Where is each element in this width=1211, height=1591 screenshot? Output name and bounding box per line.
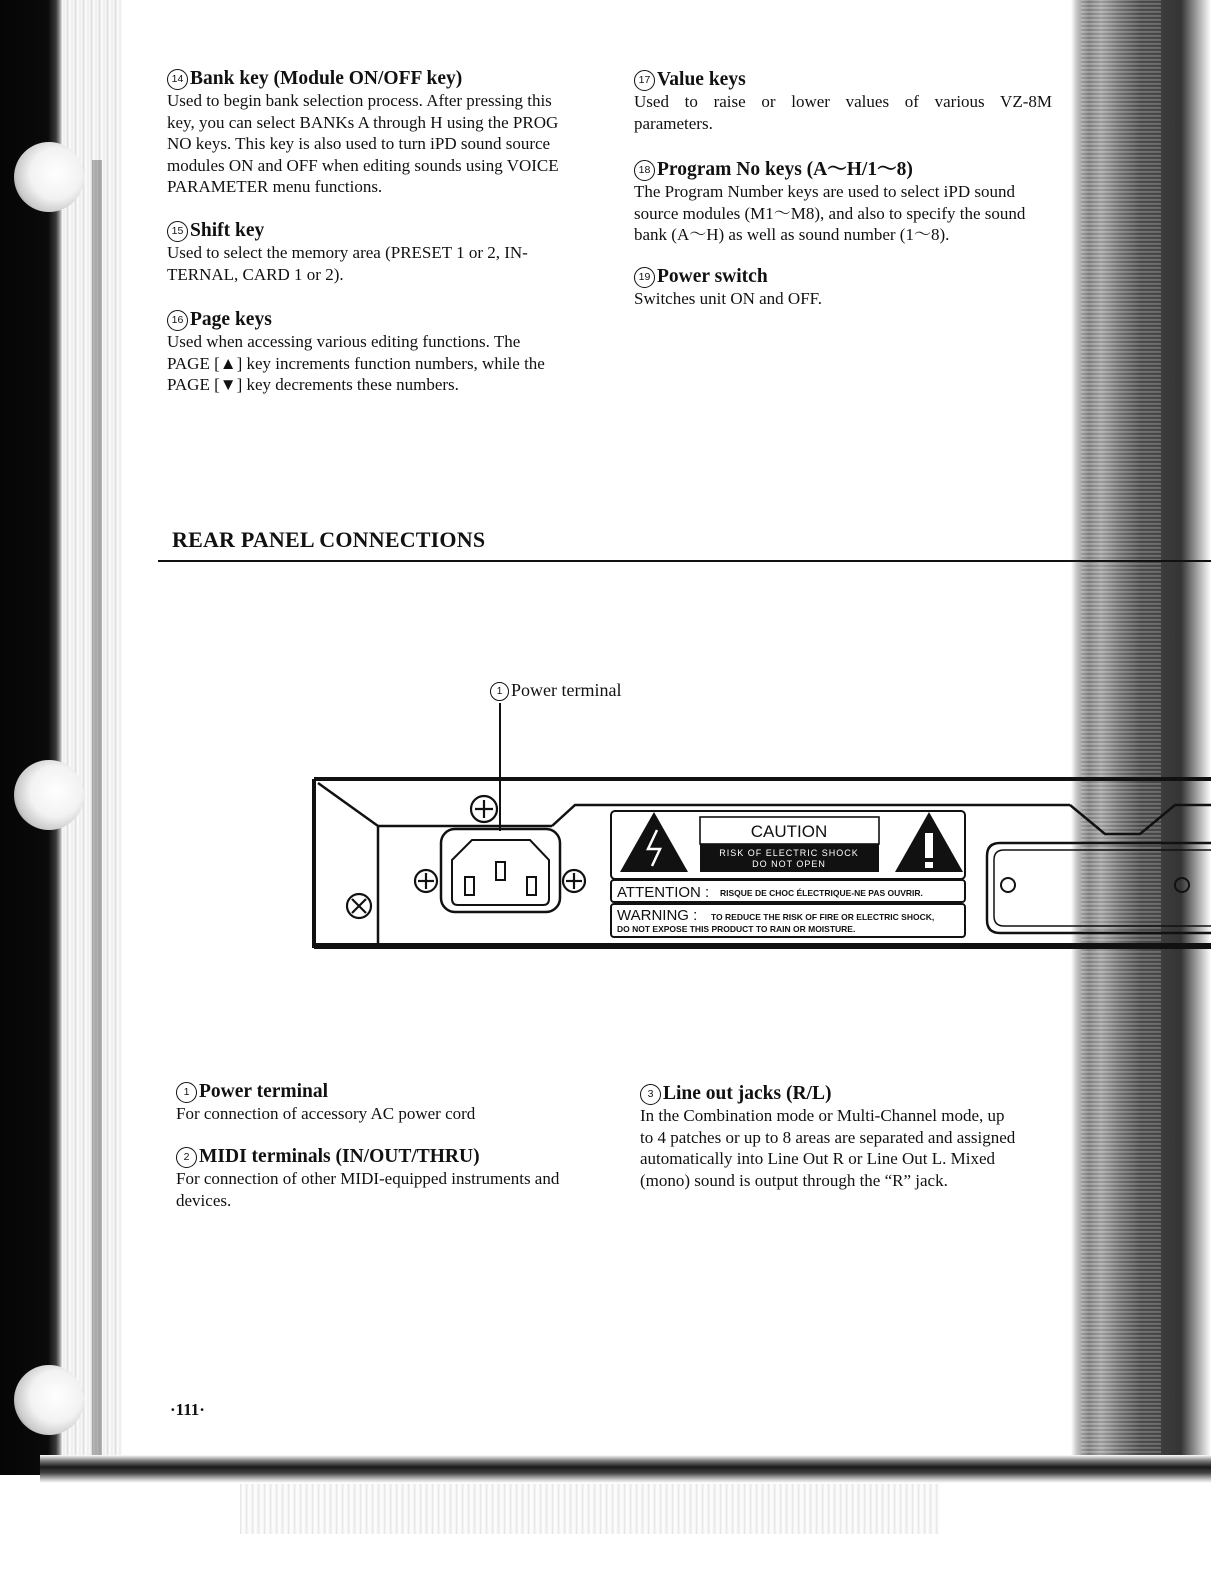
caution-line-1: RISK OF ELECTRIC SHOCK: [719, 848, 859, 858]
text-line: Used to select the memory area (PRESET 1 or 2, IN-: [167, 243, 528, 262]
caution-title: CAUTION: [750, 822, 828, 841]
callout-label: Power terminal: [511, 680, 622, 700]
text-line: TERNAL, CARD 1 or 2).: [167, 264, 344, 284]
item-title: Value keys: [657, 69, 746, 90]
connection-heading: [640, 1082, 1058, 1105]
item-number: 16: [167, 310, 188, 331]
connection-number: 2: [176, 1147, 197, 1168]
warning-text-1: TO REDUCE THE RISK OF FIRE OR ELECTRIC SHOCK,: [711, 912, 935, 922]
warning-text-2: DO NOT EXPOSE THIS PRODUCT TO RAIN OR MOISTURE.: [617, 924, 856, 934]
mount-hole-icon: [1175, 878, 1189, 892]
connection-midi-terminals: [176, 1145, 594, 1211]
midi-terminal-plate: [987, 843, 1211, 933]
page-number: ·111·: [170, 1400, 205, 1419]
text-line: to 4 patches or up to 8 areas are separated and assigned: [640, 1127, 1016, 1147]
connection-heading: [176, 1145, 594, 1168]
connection-number: 1: [176, 1082, 197, 1103]
warning-label: [611, 904, 965, 937]
text-line: devices.: [176, 1190, 232, 1210]
item-title: Program No keys (A～H/1～8): [657, 159, 913, 180]
connection-title: MIDI terminals (IN/OUT/THRU): [199, 1146, 480, 1167]
text-line: The Program Number keys are used to select iPD sound: [634, 182, 1015, 201]
item-title: Bank key (Module ON/OFF key): [190, 68, 463, 89]
item-title: Power switch: [657, 266, 768, 287]
connection-description: [176, 1103, 594, 1125]
text-line: PAGE [▲] key increments function numbers, while the: [167, 353, 545, 373]
text-line: Used to raise or lower values of various VZ-8M: [634, 92, 1052, 111]
attention-label: [611, 880, 965, 902]
text-line: source modules (M1～M8), and also to specify the sound: [634, 203, 1026, 223]
item-number: 18: [634, 160, 655, 181]
text-line: Used to begin bank selection process. After pressing this: [167, 91, 552, 110]
item-number: 14: [167, 69, 188, 90]
text-line: Used when accessing various editing functions. The: [167, 332, 521, 351]
attention-text: RISQUE DE CHOC ÉLECTRIQUE-NE PAS OUVRIR.: [720, 888, 923, 898]
warning-label-text: WARNING :: [617, 907, 698, 924]
item-number: 15: [167, 221, 188, 242]
connection-description: [640, 1105, 1058, 1191]
section-title: REAR PANEL CONNECTIONS: [172, 527, 486, 552]
attention-label-text: ATTENTION :: [617, 884, 710, 901]
text-line: For connection of accessory AC power cord: [176, 1104, 476, 1123]
text-line: Switches unit ON and OFF.: [634, 289, 823, 308]
text-line: parameters.: [634, 113, 713, 133]
connection-power-terminal: [176, 1080, 594, 1125]
text-line: bank (A～H) as well as sound number (1～8).: [634, 225, 950, 245]
mount-hole-icon: [1001, 878, 1015, 892]
connection-number: 3: [640, 1084, 661, 1105]
text-line: PARAMETER menu functions.: [167, 177, 383, 197]
connection-title: Power terminal: [199, 1081, 329, 1102]
connection-line-out-jacks: [640, 1082, 1058, 1191]
item-title: Shift key: [190, 220, 265, 241]
connection-description: [176, 1168, 594, 1211]
text-line: automatically into Line Out R or Line Out L. Mixed: [640, 1149, 996, 1169]
connection-title: Line out jacks (R/L): [663, 1083, 832, 1104]
text-line: For connection of other MIDI-equipped instruments and: [176, 1169, 560, 1188]
text-line: PAGE [▼] key decrements these numbers.: [167, 375, 459, 395]
text-line: modules ON and OFF when editing sounds using VOICE: [167, 155, 559, 175]
item-number: 17: [634, 70, 655, 91]
callout-number: 1: [490, 682, 509, 701]
text-line: NO keys. This key is also used to turn iPD sound source: [167, 134, 551, 154]
item-title: Page keys: [190, 309, 272, 330]
caution-label: [611, 811, 965, 879]
text-line: key, you can select BANKs A through H using the PROG: [167, 112, 559, 132]
item-number: 19: [634, 267, 655, 288]
text-line: In the Combination mode or Multi-Channel mode, up: [640, 1106, 1005, 1125]
ac-inlet-icon: [441, 829, 560, 912]
text-line: (mono) sound is output through the “R” jack.: [640, 1170, 948, 1190]
screw-icon: [347, 894, 371, 918]
caution-line-2: DO NOT OPEN: [752, 859, 826, 869]
connection-heading: [176, 1080, 594, 1103]
